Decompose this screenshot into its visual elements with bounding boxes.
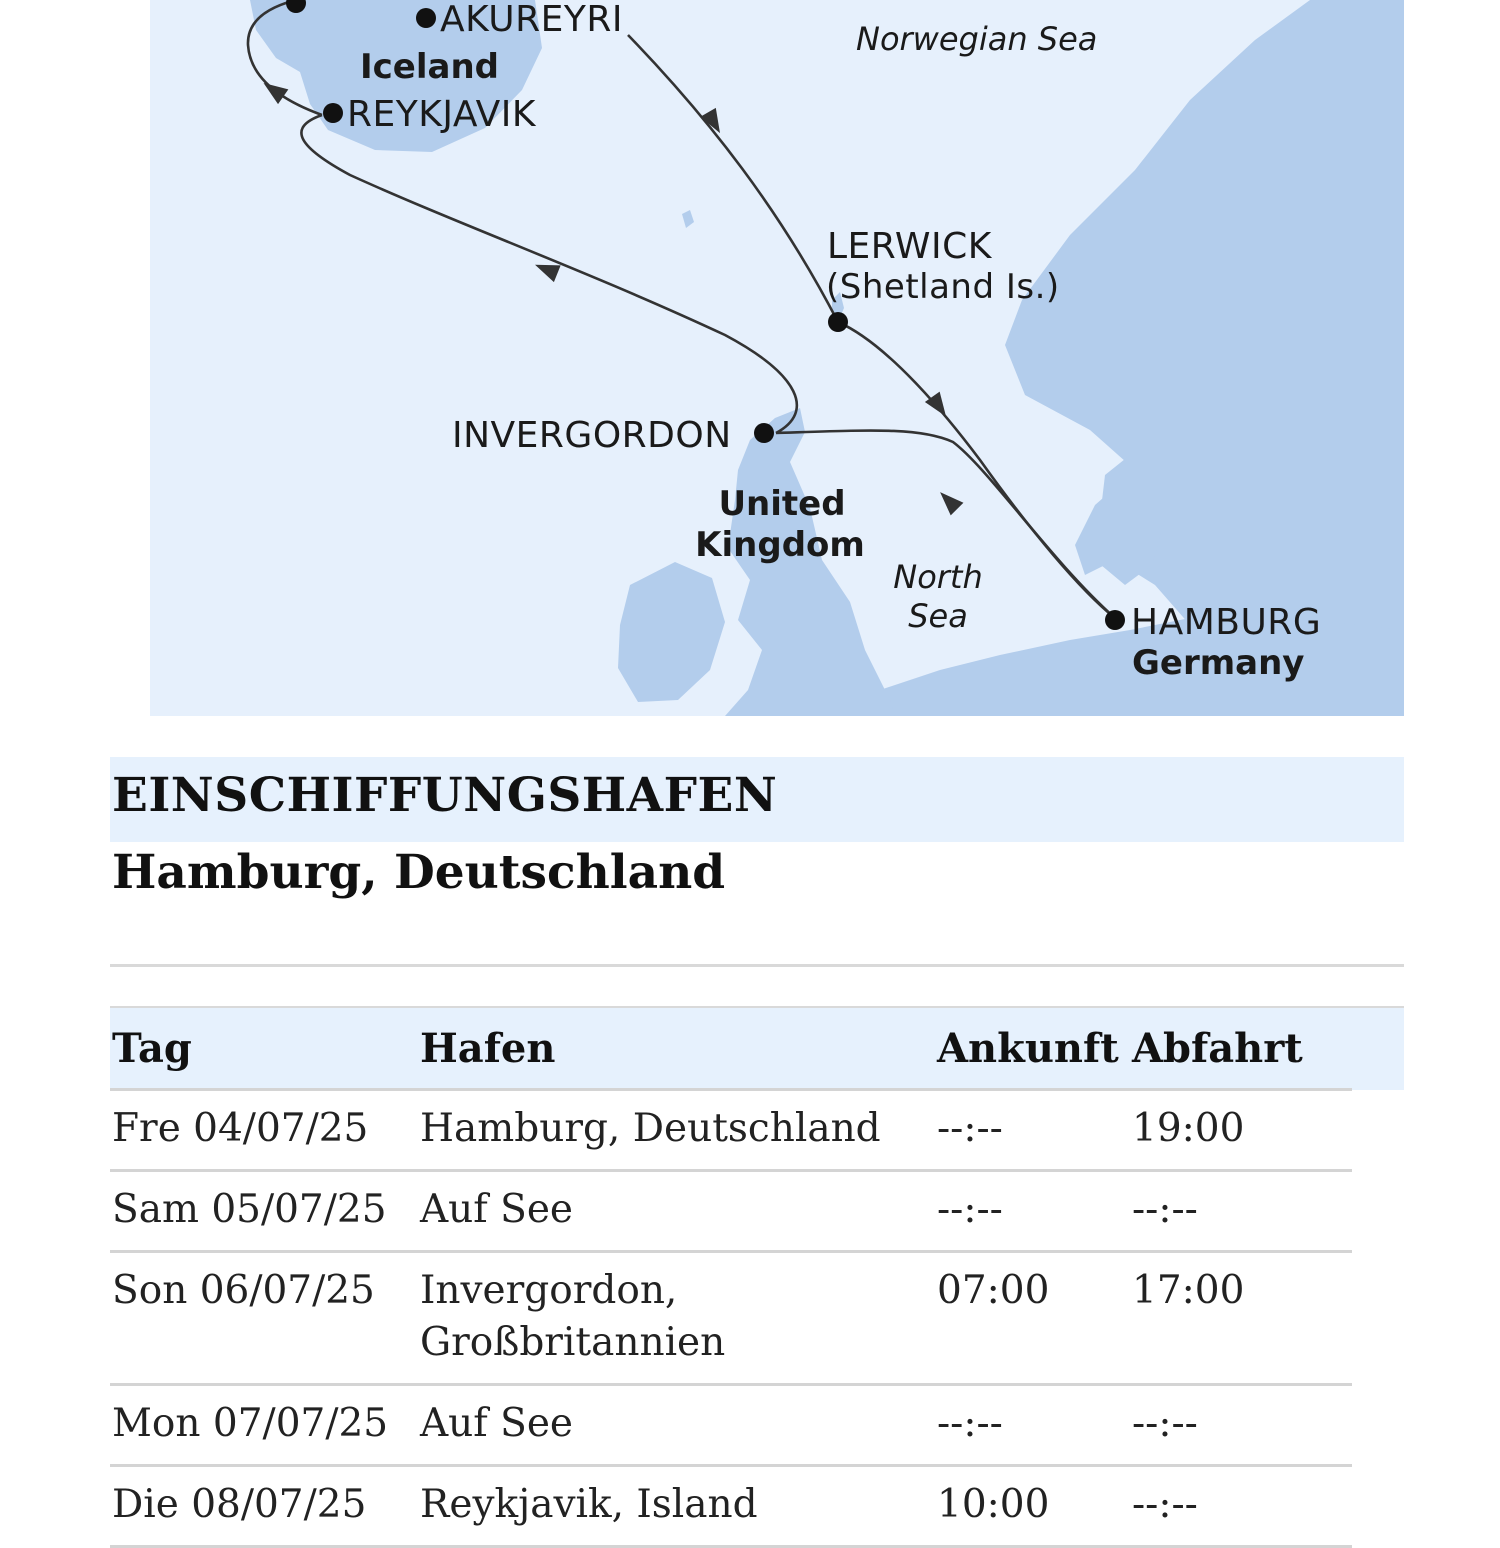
- cell-arrival: --:--: [937, 1385, 1132, 1466]
- cell-port: Reykjavik, Island: [420, 1466, 937, 1547]
- route-map: [150, 0, 1404, 716]
- port-marker-hamburg[interactable]: [1105, 610, 1125, 630]
- cell-departure: --:--: [1132, 1466, 1352, 1547]
- header-arrival: Ankunft: [937, 1008, 1132, 1090]
- port-label-invergordon: INVERGORDON: [452, 415, 732, 456]
- cell-day: Die 08/07/25: [110, 1466, 420, 1547]
- embarkation-port: Hamburg, Deutschland: [112, 845, 726, 900]
- route-akureyri-lerwick: [628, 35, 838, 322]
- port-label-akureyri: AKUREYRI: [440, 0, 623, 40]
- table-row: [110, 1385, 1352, 1466]
- route-arrow: [532, 256, 561, 282]
- region-label-uk-line2: Kingdom: [695, 525, 865, 565]
- route-arrow: [934, 486, 964, 516]
- cell-departure: --:--: [1132, 1171, 1352, 1252]
- port-label-reykjavik: REYKJAVIK: [347, 94, 537, 135]
- region-label-north-sea-line2: Sea: [908, 597, 968, 635]
- cell-day: Sam 05/07/25: [110, 1171, 420, 1252]
- cell-port: Auf See: [420, 1171, 937, 1252]
- port-marker-lerwick[interactable]: [828, 312, 848, 332]
- port-label-lerwick-sub: (Shetland Is.): [826, 267, 1060, 307]
- ireland-land: [618, 562, 725, 702]
- cell-arrival: --:--: [937, 1171, 1132, 1252]
- table-row: [110, 1252, 1352, 1385]
- table-row: [110, 1171, 1352, 1252]
- port-marker-akureyri[interactable]: [416, 8, 436, 28]
- header-port: Hafen: [420, 1008, 937, 1090]
- faroe-land: [682, 210, 694, 228]
- region-label-iceland: Iceland: [360, 47, 500, 87]
- cell-arrival: --:--: [937, 1090, 1132, 1171]
- port-label-lerwick: LERWICK: [827, 226, 992, 267]
- region-label-north-sea-line1: North: [893, 558, 983, 596]
- cell-day: Mon 07/07/25: [110, 1385, 420, 1466]
- cell-day: Fre 04/07/25: [110, 1090, 420, 1171]
- port-marker-reykjavik[interactable]: [323, 103, 343, 123]
- port-marker-invergordon[interactable]: [754, 423, 774, 443]
- table-row: [110, 1090, 1352, 1171]
- cell-arrival: 07:00: [937, 1252, 1132, 1385]
- cell-departure: --:--: [1132, 1385, 1352, 1466]
- table-row: [110, 1466, 1352, 1547]
- cell-departure: 19:00: [1132, 1090, 1352, 1171]
- itinerary-header-row: [110, 1008, 1352, 1090]
- cell-port: Hamburg, Deutschland: [420, 1090, 937, 1171]
- header-day: Tag: [110, 1008, 420, 1090]
- itinerary-table: [110, 1008, 1352, 1548]
- cell-port: Invergordon, Großbritannien: [420, 1252, 937, 1385]
- cell-port: Auf See: [420, 1385, 937, 1466]
- section-divider: [110, 964, 1404, 967]
- port-label-hamburg: HAMBURG: [1131, 602, 1322, 643]
- embarkation-title: EINSCHIFFUNGSHAFEN: [112, 768, 778, 823]
- header-departure: Abfahrt: [1132, 1008, 1352, 1090]
- route-map-canvas: [150, 0, 1404, 716]
- region-label-germany: Germany: [1132, 643, 1305, 683]
- cell-departure: 17:00: [1132, 1252, 1352, 1385]
- cell-day: Son 06/07/25: [110, 1252, 420, 1385]
- cell-arrival: 10:00: [937, 1466, 1132, 1547]
- region-label-uk-line1: United: [718, 484, 846, 524]
- region-label-norwegian-sea: Norwegian Sea: [856, 20, 1098, 58]
